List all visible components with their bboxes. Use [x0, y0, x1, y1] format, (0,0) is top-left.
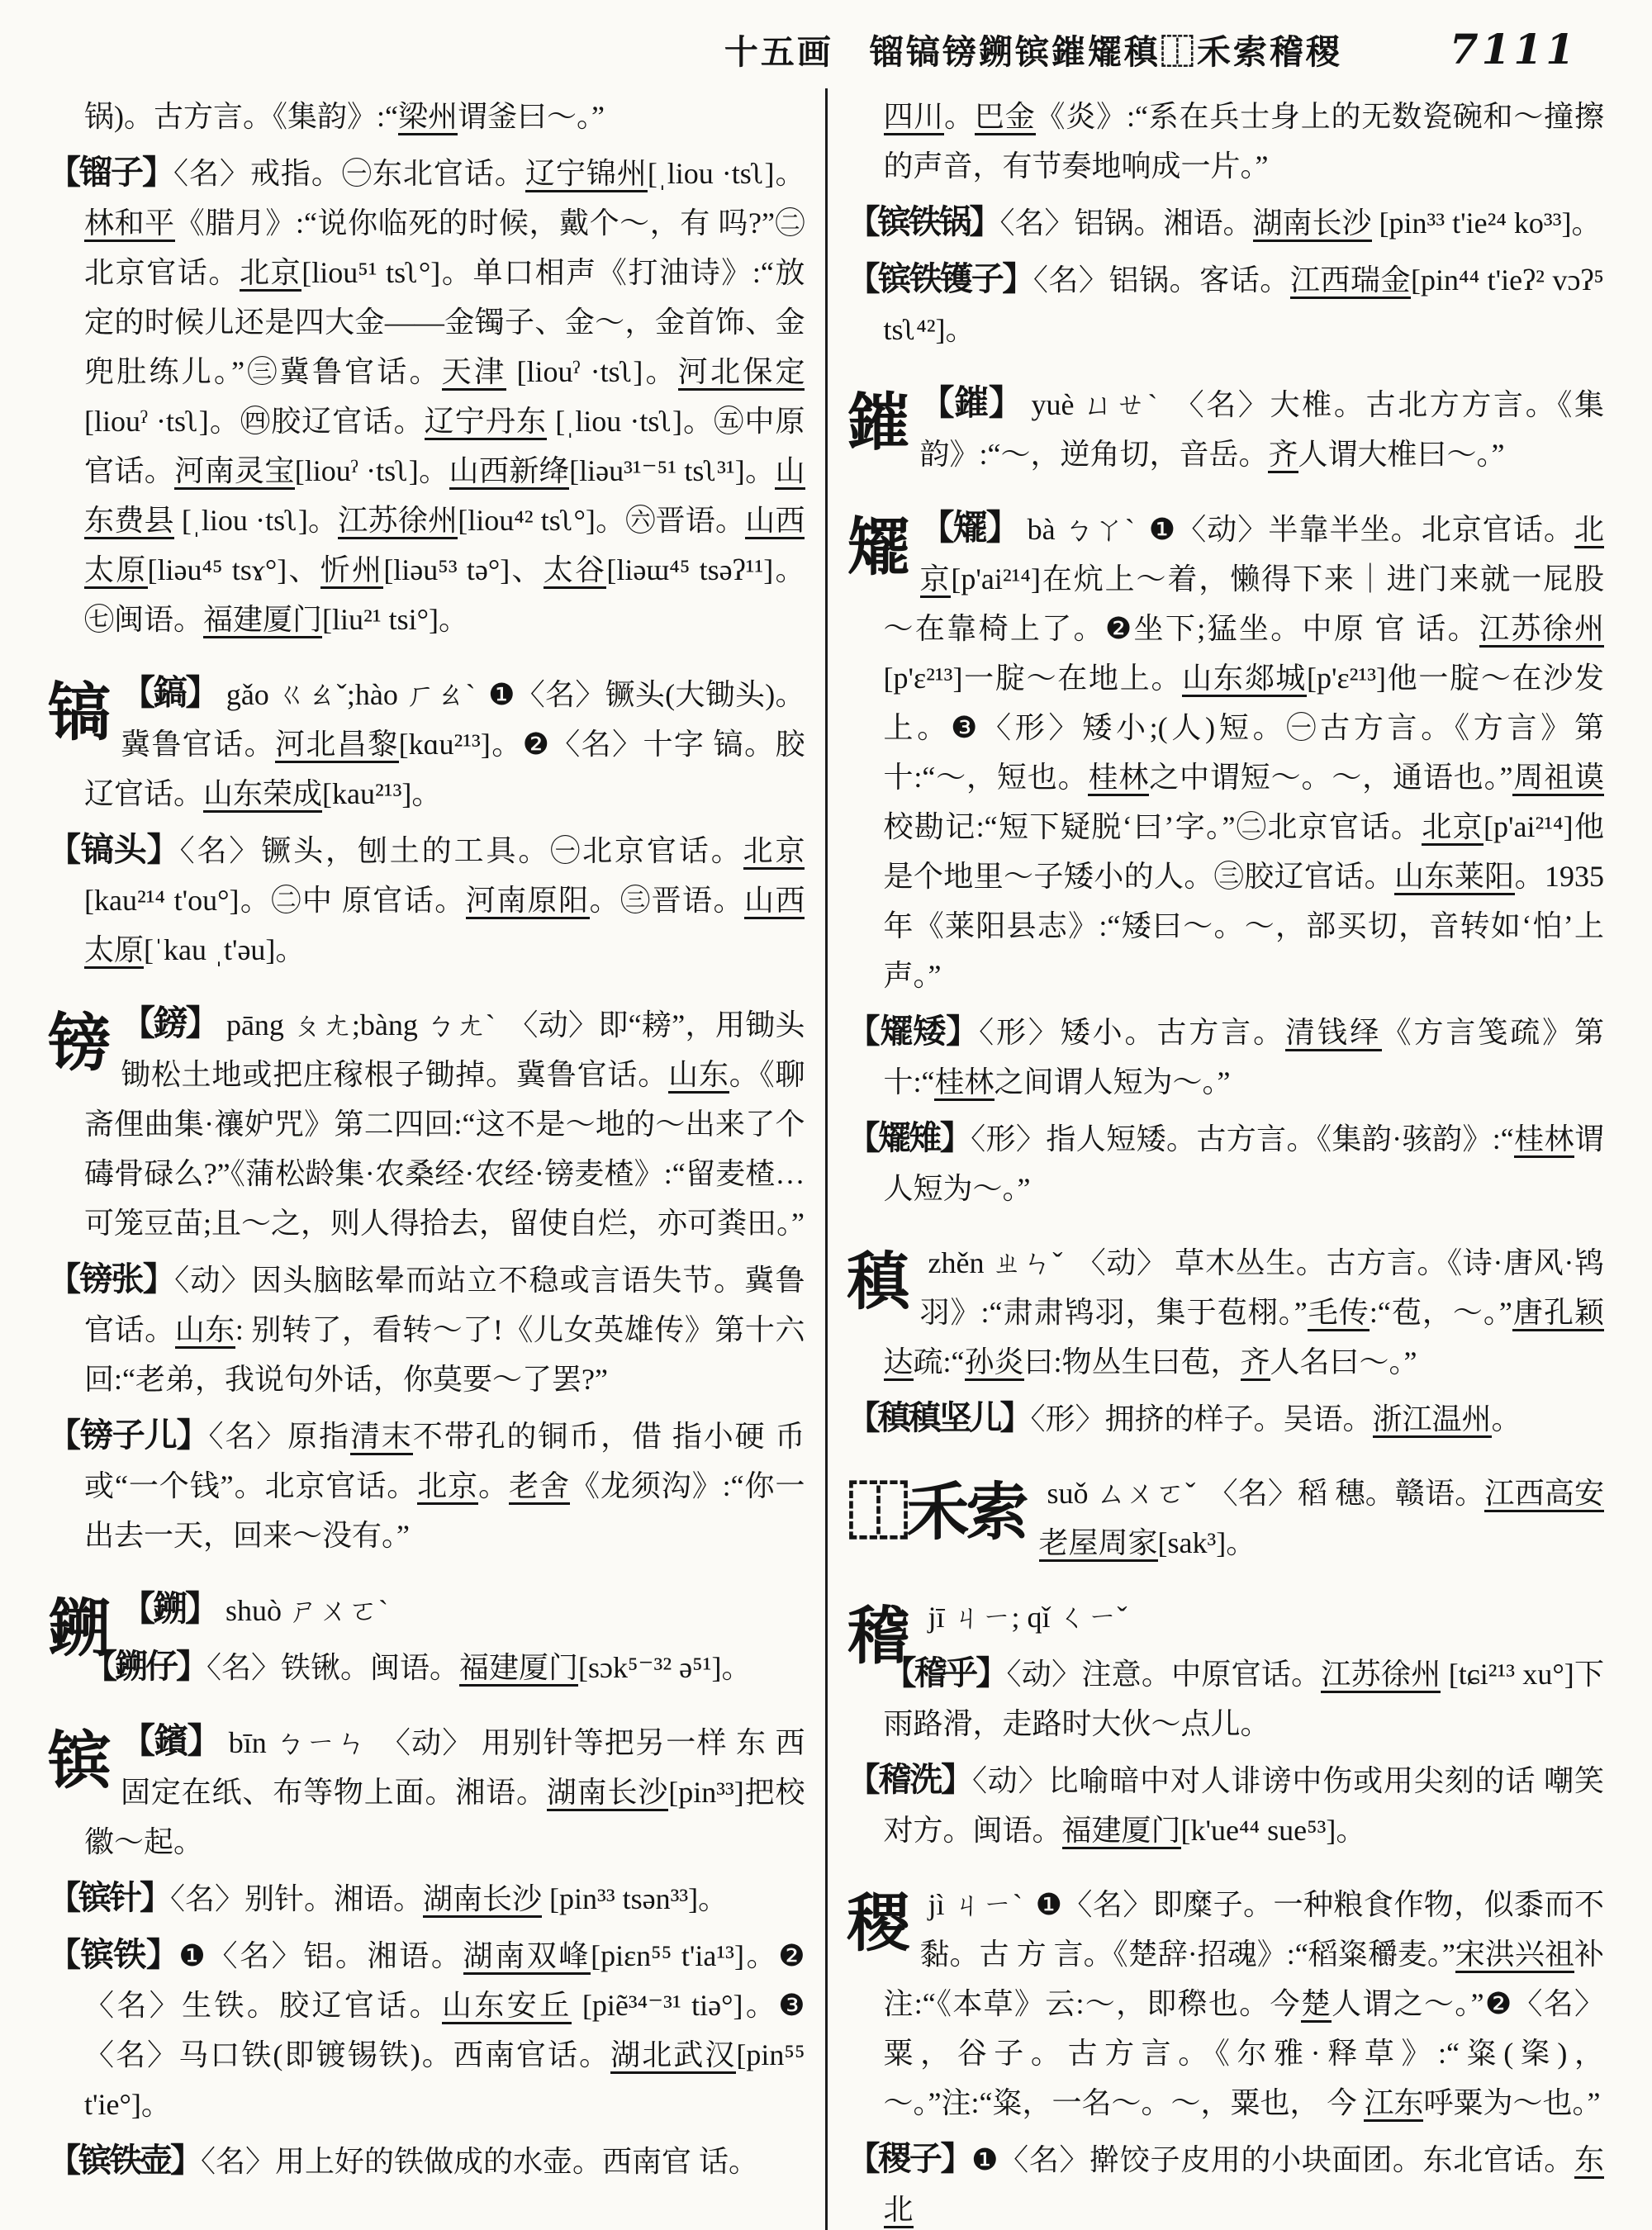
sub-headword: 【稹稹坚儿】	[847, 1399, 1031, 1436]
pronunciation: zhěn ㄓㄣˇ	[928, 1246, 1071, 1279]
proper-noun: 北京	[920, 513, 1605, 598]
proper-noun: 东北	[884, 2143, 1605, 2228]
proper-noun: 清钱绎	[1285, 1016, 1382, 1051]
proper-noun: 河北昌黎	[275, 728, 399, 763]
traditional-form: 【鎬】	[121, 675, 218, 713]
proper-noun: 忻州	[320, 553, 384, 589]
proper-noun: 山东	[668, 1058, 729, 1094]
sub-headword: 【镐头】	[48, 831, 180, 868]
proper-noun: 太谷	[544, 553, 607, 589]
proper-noun: 河南原阳	[466, 884, 590, 919]
headword-character: 稹	[847, 1248, 907, 1317]
sub-headword: 【镔铁壶】	[48, 2142, 201, 2179]
proper-noun: 浙江温州	[1373, 1402, 1492, 1438]
sub-headword: 【镔针】	[48, 1879, 170, 1916]
traditional-form: 【鎙】	[121, 1591, 218, 1629]
proper-noun: 江苏徐州	[1479, 612, 1604, 648]
proper-noun: 山东费县	[84, 454, 805, 539]
proper-noun: 老舍	[509, 1469, 570, 1505]
proper-noun: 山东安丘	[442, 1989, 572, 2024]
sub-headword: 【稽乎】	[883, 1654, 1007, 1691]
proper-noun: 江东	[1364, 2086, 1423, 2122]
sub-entry: 【稽洗】〈动〉比喻暗中对人诽谤中伤或用尖刻的话 嘲笑对方。闽语。福建厦门[k'ue⁴⁴ sue⁵³]。	[847, 1755, 1605, 1855]
traditional-form: 【鑌】	[121, 1723, 221, 1761]
pronunciation: jī ㄐㄧ; qǐ ㄑㄧˇ	[928, 1601, 1127, 1634]
sub-headword: 【稽洗】	[847, 1761, 972, 1798]
sub-entry: 【稽乎】〈动〉注意。中原官话。江苏徐州 [tɕi²¹³ xu°]下雨路滑，走路时大伙～点儿。	[883, 1654, 1604, 1740]
sub-headword: 【镏子】	[48, 154, 173, 191]
proper-noun: 清末	[350, 1420, 413, 1455]
proper-noun: 湖南双峰	[463, 1939, 591, 1975]
sub-entry: 【镑子儿】〈名〉原指清末不带孔的铜币，借 指小硬 币或“一个钱”。北京官话。北京。老舍《龙须沟》:“你一出去一天，回来～没有。”	[48, 1416, 805, 1552]
headword-character: 稽	[847, 1602, 907, 1672]
pronunciation: bīn ㄅㄧㄣ	[228, 1726, 376, 1759]
section-title	[724, 27, 1342, 77]
stroke-count-label: 十五画	[724, 33, 833, 71]
sub-headword: 【矲矮】	[847, 1013, 980, 1050]
sub-entry: 【镑张】〈动〉因头脑眩晕而站立不稳或言语失节。冀鲁官话。山东: 别转了，看转～了!《儿女英雄传》第十六回:“老弟，我说句外话，你莫要～了罢?”	[48, 1260, 805, 1396]
head-entry: 镐 【鎬】 gǎo ㄍㄠˇ;hào ㄏㄠˋ ❶〈名〉镢头(大锄头)。冀鲁官话。河北昌黎[kɑu²¹³]。❷〈名〉十字 镐。胶辽官话。山东荣成[kau²¹³]。	[48, 669, 805, 818]
proper-noun: 江苏徐州	[338, 504, 458, 539]
pronunciation: shuò ㄕㄨㄛˋ	[225, 1594, 389, 1627]
pronunciation: bà ㄅㄚˋ	[1027, 513, 1144, 546]
sub-entry: 【镔铁镬子】〈名〉铝锅。客话。江西瑞金[pin⁴⁴ t'ieʔ² vɔʔ⁵ tsʅ⁴²]。	[847, 260, 1604, 346]
sub-headword: 【鎙仔】	[84, 1648, 206, 1685]
sub-entry: 【矲矮】〈形〉矮小。古方言。清钱绎《方言笺疏》第十:“桂林之间谓人短为～。”	[847, 1007, 1605, 1107]
sub-entry: 【矲雉】〈形〉指人短矮。古方言。《集韵·骇韵》:“桂林谓人短为～。”	[847, 1119, 1604, 1205]
proper-noun: 山西新绛	[449, 454, 570, 490]
headword-character: 矲	[847, 514, 907, 583]
continued-paragraph: 锅)。古方言。《集韵》:“梁州谓釜曰～。”	[48, 92, 805, 141]
head-entry: 鏙 【鏙】 yuè ㄩㄝˋ 〈名〉大椎。古北方方言。《集韵》:“～，逆角切，音岳。齐人谓大椎曰～。”	[847, 379, 1605, 479]
proper-noun: 巴金	[975, 100, 1036, 135]
pronunciation: jì ㄐㄧˋ	[928, 1888, 1031, 1921]
sub-headword: 【镑子儿】	[48, 1416, 209, 1454]
headword-character: 稷	[847, 1890, 907, 1959]
head-entry: 稷jì ㄐㄧˋ ❶〈名〉即糜子。一种粮食作物，似黍而不黏。古 方 言。《楚辞·招魂》:“稻粢穱麦。”宋洪兴祖补注:“《本草》云:～，即穄也。今楚人谓之～。”❷〈名〉粟，谷子。古方言。《尔雅·释草》:“粢(秶)，～。”注:“粢，一名～。～，粟也， 今 江东呼粟为～也。”	[847, 1880, 1605, 2128]
sub-entry: 【镔铁】❶〈名〉铝。湘语。湖南双峰[piɛn⁵⁵ t'ia¹³]。❷〈名〉生铁。胶辽官话。山东安丘 [piẽ³⁴⁻³¹ tiə°]。❸〈名〉马口铁(即镀锡铁)。西南官话。湖北武汉[pin⁵⁵ t'ie°]。	[48, 1936, 805, 2121]
pronunciation: suǒ ㄙㄨㄛˇ	[1047, 1477, 1203, 1510]
pronunciation: gǎo ㄍㄠˇ;hào ㄏㄠˋ	[225, 678, 484, 711]
proper-noun: 湖北武汉	[610, 2038, 736, 2074]
sub-headword: 【矲雉】	[847, 1119, 971, 1156]
proper-noun: 福建厦门	[203, 603, 322, 638]
traditional-form: 【矲】	[919, 510, 1019, 548]
proper-noun: 山东	[175, 1313, 235, 1349]
proper-noun: 河北保定	[678, 355, 805, 391]
headword-character: 镔	[48, 1727, 107, 1796]
sub-entry: 【镔铁锅】〈名〉铝锅。湘语。湖南长沙 [pin³³ t'ie²⁴ ko³³]。	[847, 203, 1602, 240]
sub-entry: 【稷子】❶〈名〉擀饺子皮用的小块面团。东北官话。东北	[847, 2134, 1605, 2230]
head-entry: 镔 【鑌】 bīn ㄅㄧㄣ 〈动〉 用别针等把另一样 东 西固定在纸、布等物上面。湘语。湖南长沙[pin³³]把校徽～起。	[48, 1717, 805, 1867]
proper-noun: 山东莱阳	[1394, 860, 1515, 895]
proper-noun: 宋洪兴祖	[1455, 1938, 1574, 1973]
sub-headword: 【镔铁】	[48, 1936, 179, 1973]
proper-noun: 北京	[417, 1469, 478, 1505]
proper-noun: 桂林	[934, 1065, 994, 1101]
proper-noun: 山西太原	[84, 504, 805, 589]
section-characters: 镏镐镑鎙镔鏙矲稹⿰禾索稽稷	[869, 33, 1342, 71]
proper-noun: 桂林	[1514, 1122, 1574, 1158]
proper-noun: 湖南长沙	[1253, 206, 1372, 242]
traditional-form: 【鎊】	[121, 1005, 218, 1043]
continued-paragraph: 四川。巴金《炎》:“系在兵士身上的无数瓷碗和～撞擦的声音，有节奏地响成一片。”	[883, 100, 1604, 183]
proper-noun: 唐孔颖达	[884, 1296, 1604, 1381]
proper-noun: 北京	[743, 834, 805, 870]
left-column	[28, 88, 825, 2230]
proper-noun: 湖南长沙	[547, 1776, 668, 1811]
proper-noun: 福建厦门	[1062, 1814, 1181, 1849]
proper-noun: 齐	[1268, 438, 1298, 473]
proper-noun: 河南灵宝	[174, 454, 295, 490]
proper-noun: 山西太原	[84, 884, 805, 969]
proper-noun: 辽宁锦州	[525, 157, 648, 192]
traditional-form: 【鏙】	[919, 385, 1023, 423]
two-column-body	[0, 88, 1652, 2230]
proper-noun: 桂林	[1088, 761, 1149, 796]
proper-noun: 福建厦门	[459, 1651, 578, 1687]
head-entry: 矲 【矲】 bà ㄅㄚˋ ❶〈动〉半靠半坐。北京官话。北京[p'ai²¹⁴]在炕上～着，懒得下来｜进门来就一屁股～在靠椅上了。❷坐下;猛坐。中原 官 话。江苏徐州[p'ɛ²¹³]一腚～在地上。山东郯城[p'ɛ²¹³]他一腚～在沙发上。❸〈形〉矮小;(人)短。㊀古方言。《方言》第十:“～，短也。桂林之中谓短～。～，通语也。”周祖谟校勘记:“短下疑脱‘曰’字。”㊁北京官话。北京[p'ai²¹⁴]他是个地里～子矮小的人。㊂胶辽官话。山东莱阳。1935年《莱阳县志》:“矮曰～。～，部买切，音转如‘怕’上声。”	[847, 504, 1605, 1000]
proper-noun: 辽宁丹东	[425, 405, 547, 440]
sub-headword: 【镑张】	[48, 1260, 175, 1298]
proper-noun: 江西高安老屋周家	[1039, 1477, 1604, 1562]
sub-entry: 【镏子】〈名〉戒指。㊀东北官话。辽宁锦州[ˌliou ·tsʅ]。林和平《腊月》:“说你临死的时候，戴个～，有 吗?”㊁北京官话。北京[liou⁵¹ tsʅ°]。单口相声《打油诗》:“放定的时候儿还是四大金——金镯子、金～，金首饰、金兜肚练儿。”㊂冀鲁官话。天津 [liouˀ ·tsʅ]。河北保定[liouˀ ·tsʅ]。㊃胶辽官话。辽宁丹东 [ˌliou ·tsʅ]。㊄中原官话。河南灵宝[liouˀ ·tsʅ]。山西新绛[liəu³¹⁻⁵¹ tsʅ³¹]。山东费县 [ˌliou ·tsʅ]。江苏徐州[liou⁴² tsʅ°]。㊅晋语。山西太原[liəu⁴⁵ tsɤ°]、忻州[liəu⁵³ tə°]、太谷[liəɯ⁴⁵ tsəʔ¹¹]。㊆闽语。福建厦门[liu²¹ tsi°]。	[48, 148, 805, 644]
headword-character: 鏙	[847, 389, 907, 458]
head-entry	[48, 1585, 805, 1664]
proper-noun: 林和平	[84, 206, 175, 242]
head-entry	[847, 1592, 1605, 1672]
proper-noun: 周祖谟	[1512, 761, 1604, 796]
headword-character: 镐	[48, 679, 107, 748]
sub-entry: 【镔铁壶】〈名〉用上好的铁做成的水壶。西南官 话。	[48, 2142, 759, 2179]
page-header	[0, 0, 1652, 88]
sub-headword: 【镔铁镬子】	[847, 260, 1033, 297]
proper-noun: 毛传	[1308, 1296, 1370, 1331]
proper-noun: 齐	[1241, 1345, 1270, 1381]
proper-noun: 北京	[240, 256, 301, 292]
sub-headword: 【镔铁锅】	[847, 203, 1000, 240]
head-entry: 镑 【鎊】 pāng ㄆㄤ;bàng ㄅㄤˋ 〈动〉即“耪”，用锄头锄松土地或把庄稼根子锄掉。冀鲁官话。山东。《聊斋俚曲集·禳妒咒》第二四回:“这不是～地的～出来了个碡骨碌么?”《蒲松龄集·农桑经·农经·镑麦楂》:“留麦楂…可笼豆苗;且～之，则人得拾去，留使自烂，亦可粪田。”	[48, 999, 805, 1248]
proper-noun: 梁州	[398, 100, 458, 135]
page-number: 7111	[1449, 25, 1578, 74]
head-entry: ⿰禾索 suǒ ㄙㄨㄛˇ 〈名〉稻 穗。赣语。江西高安老屋周家[sak³]。	[847, 1468, 1605, 1568]
proper-noun: 湖南长沙	[423, 1882, 542, 1918]
sub-entry: 【镐头】〈名〉镢头，刨土的工具。㊀北京官话。北京[kau²¹⁴ t'ou°]。㊁中 原官话。河南原阳。㊂晋语。山西太原[ˈkau ˌt'əu]。	[48, 825, 805, 975]
proper-noun: 天津	[442, 355, 506, 391]
headword-character: 鎙	[48, 1595, 107, 1664]
proper-noun: 山东郯城	[1182, 662, 1307, 697]
pronunciation: yuè ㄩㄝˋ	[1031, 388, 1170, 421]
sub-entry: 【镔针】〈名〉别针。湘语。湖南长沙 [pin³³ tsən³³]。	[48, 1879, 729, 1916]
sub-entry: 【鎙仔】〈名〉铁锹。闽语。福建厦门[sɔk⁵⁻³² ə⁵¹]。	[84, 1648, 752, 1685]
head-entry: 稹zhěn ㄓㄣˇ 〈动〉 草木丛生。古方言。《诗·唐风·鸨羽》:“肃肃鸨羽，集于苞栩。”毛传:“苞，～。”唐孔颖达疏:“孙炎曰:物丛生曰苞，齐人名曰～。”	[847, 1238, 1605, 1387]
proper-noun: 孙炎	[965, 1345, 1024, 1381]
proper-noun: 山东荣成	[203, 777, 322, 813]
sub-entry: 【稹稹坚儿】〈形〉拥挤的样子。吴语。浙江温州。	[847, 1399, 1521, 1436]
sub-headword: 【稷子】	[847, 2140, 972, 2177]
proper-noun: 江苏徐州	[1321, 1658, 1441, 1693]
headword-character: 镑	[48, 1009, 107, 1079]
proper-noun: 四川	[884, 100, 945, 135]
pronunciation: pāng ㄆㄤ;bàng ㄅㄤˋ	[225, 1008, 504, 1041]
proper-noun: 北京	[1422, 810, 1483, 846]
right-column	[825, 88, 1625, 2230]
headword-character: ⿰禾索	[847, 1478, 1026, 1548]
proper-noun: 楚	[1301, 1987, 1332, 2023]
proper-noun: 江西瑞金	[1290, 263, 1411, 299]
